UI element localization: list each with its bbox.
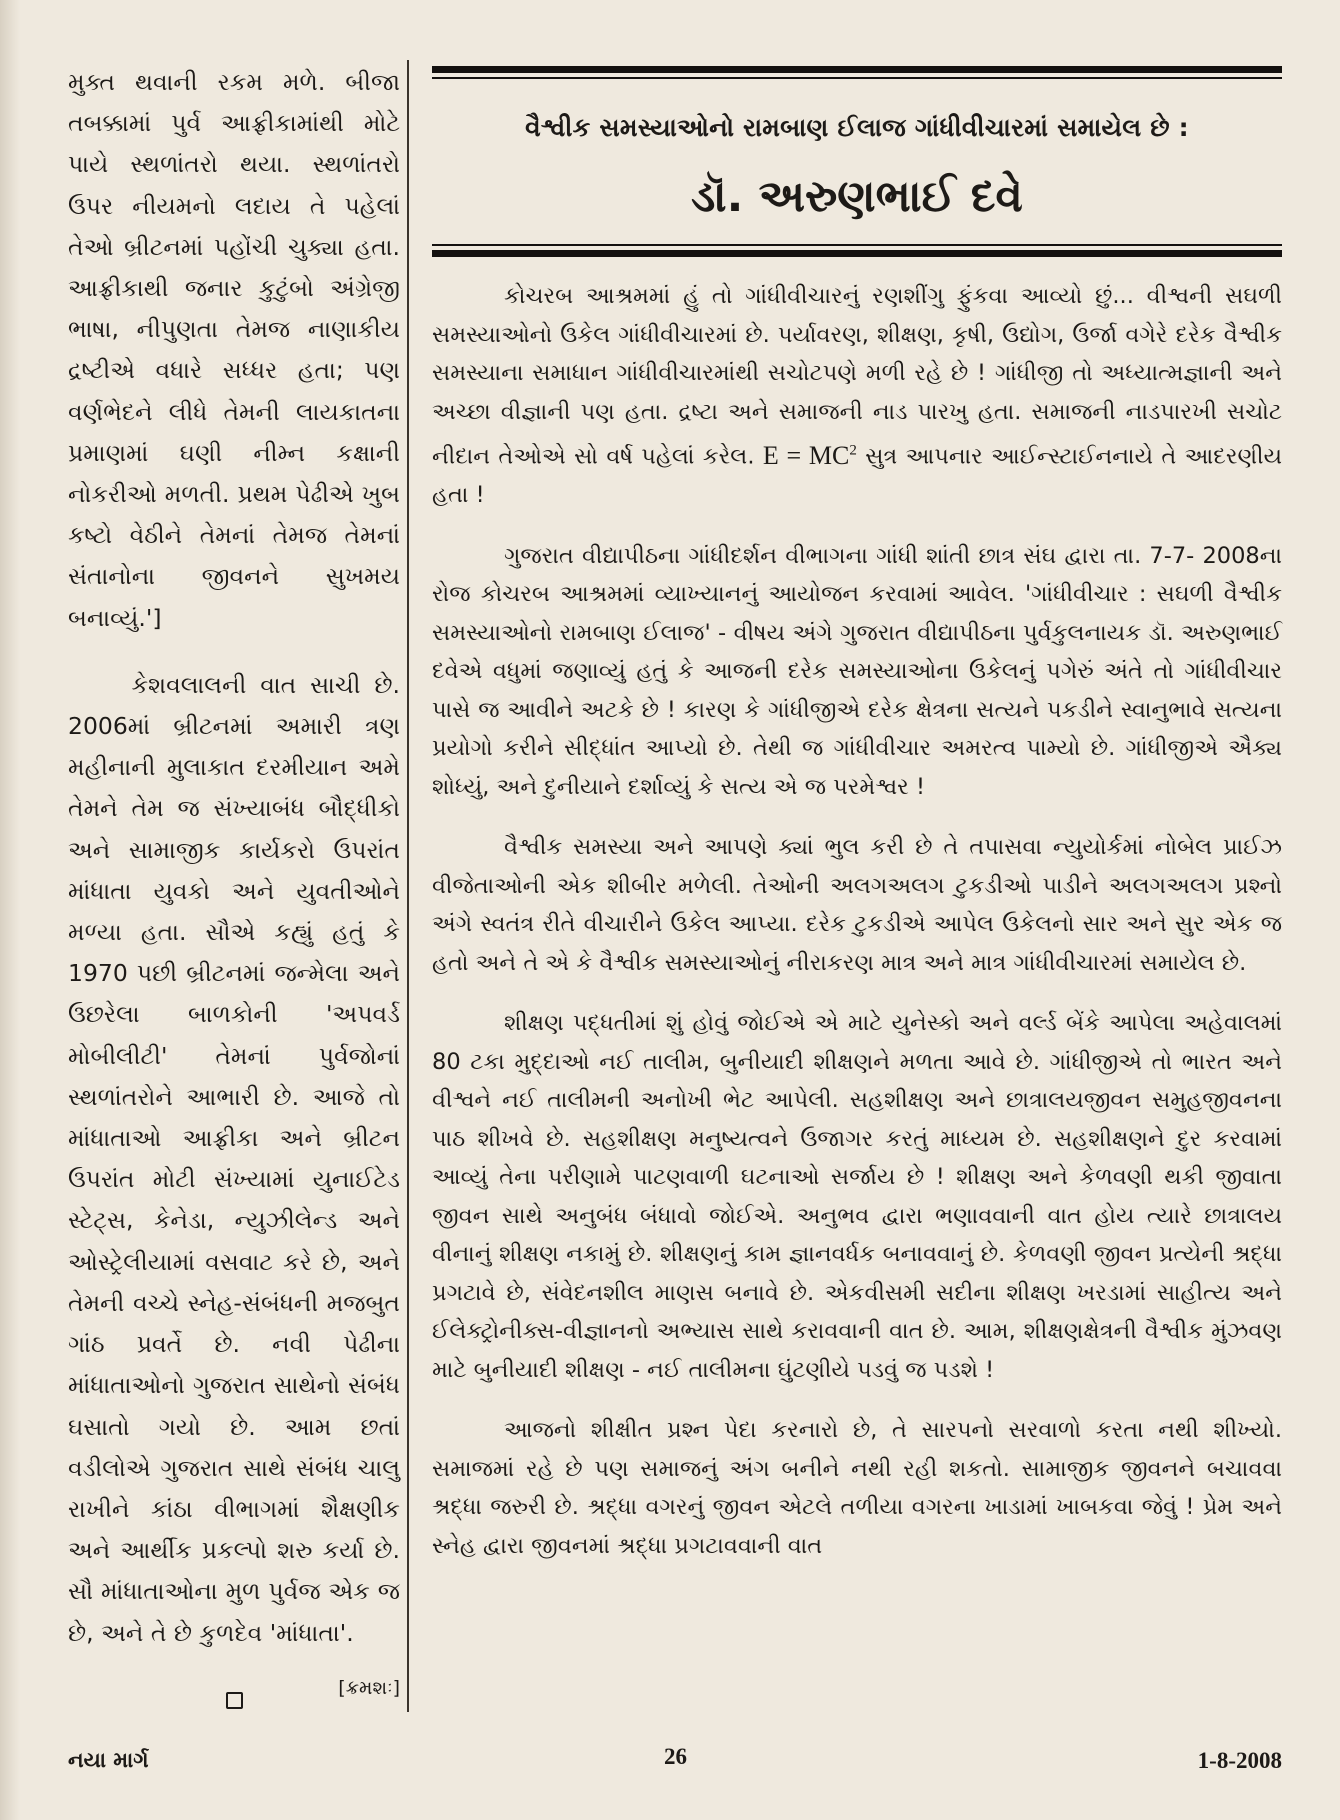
continued-marker: [ક્રમશઃ]	[338, 1676, 400, 1699]
article-paragraph-3: વૈશ્વીક સમસ્યા અને આપણે ક્યાં ભુલ કરી છે તે તપાસવા ન્યુયોર્કમાં નોબેલ પ્રાઈઝ વીજેતાઓની એક શીબીર મળેલી. તેઓની અલગઅલગ ટુકડીઓ પાડીને અલગઅલગ પ્રશ્નો અંગે સ્વતંત્ર રીતે વીચારીને ઉકેલ આપ્યા. દરેક ટુકડીએ આપેલ ઉકેલનો સાર અને સુર એક જ હતો અને તે એ કે વૈશ્વીક સમસ્યાઓનું નીરાકરણ માત્ર અને માત્ર ગાંધીવીચારમાં સમાયેલ છે.	[432, 834, 1282, 976]
issue-date: 1-8-2008	[1197, 1748, 1282, 1773]
title-rule-top	[432, 66, 1282, 79]
article-column	[432, 66, 1282, 1587]
title-rule-bottom	[432, 244, 1282, 257]
formula-base: E = MC	[762, 440, 850, 470]
magazine-name: નયા માર્ગ	[68, 1748, 149, 1772]
left-paragraph-1: મુક્ત થવાની રકમ મળે. બીજા તબક્કામાં પુર્વ આફ્રીકામાંથી મોટે પાયે સ્થળાંતરો થયા. સ્થળાંતરો ઉપર નીયમનો લદાય તે પહેલાં તેઓ બ્રીટનમાં પહોંચી ચુક્યા હતા. આફ્રીકાથી જનાર કુટુંબો અંગ્રેજી ભાષા, નીપુણતા તેમજ નાણાકીય દ્રષ્ટીએ વધારે સધ્ધર હતા; પણ વર્ણભેદને લીધે તેમની લાયકાતના પ્રમાણમાં ઘણી નીમ્ન કક્ષાની નોકરીઓ મળતી. પ્રથમ પેઢીએ ખુબ કષ્ટો વેઠીને તેમનાં તેમજ તેમનાં સંતાનોના જીવનને સુખમય બનાવ્યું.']	[68, 68, 400, 632]
article-title: વૈશ્વીક સમસ્યાઓનો રામબાણ ઈલાજ ગાંધીવીચારમાં સમાયેલ છે :	[525, 113, 1189, 142]
paragraph-1-tail: સુત્ર આપનાર આઈન્સ્ટાઈનનાયે તે આદરણીય હતા !	[432, 443, 1282, 509]
article-author: ડૉ. અરુણભાઈ દવે	[691, 171, 1023, 222]
page-footer	[68, 1740, 1282, 1790]
left-paragraph-2: કેશવલાલની વાત સાચી છે. 2006માં બ્રીટનમાં અમારી ત્રણ મહીનાની મુલાકાત દરમીયાન અમે તેમને તેમ જ સંખ્યાબંધ બૌદ્ધીકો અને સામાજીક કાર્યકરો ઉપરાંત માંધાતા યુવકો અને યુવતીઓને મળ્યા હતા. સૌએ કહ્યું હતું કે 1970 પછી બ્રીટનમાં જન્મેલા અને ઉછરેલા બાળકોની 'અપવર્ડ મોબીલીટી' તેમનાં પુર્વજોનાં સ્થળાંતરોને આભારી છે. આજે તો માંધાતાઓ આફ્રીકા અને બ્રીટન ઉપરાંત મોટી સંખ્યામાં યુનાઈટેડ સ્ટેટ્સ, કેનેડા, ન્યુઝીલેન્ડ અને ઓસ્ટ્રેલીયામાં વસવાટ કરે છે, અને તેમની વચ્ચે સ્નેહ-સંબંધની મજબુત ગાંઠ પ્રવર્તે છે. નવી પેઢીના માંધાતાઓનો ગુજરાત સાથેનો સંબંધ ઘસાતો ગયો છે. આમ છતાં વડીલોએ ગુજરાત સાથે સંબંધ ચાલુ રાખીને કાંઠા વીભાગમાં શૈક્ષણીક અને આર્થીક પ્રકલ્પો શરુ કર્યા છે. સૌ માંધાતાઓના મુળ પુર્વજ એક જ છે, અને તે છે કુળદેવ 'માંધાતા'.	[68, 670, 400, 1647]
page-number: 26	[664, 1744, 687, 1769]
article-paragraph-1	[432, 277, 1282, 515]
article-paragraph-2: ગુજરાત વીદ્યાપીઠના ગાંધીદર્શન વીભાગના ગાંધી શાંતી છાત્ર સંઘ દ્વારા તા. 7-7- 2008ના રોજ કોચરબ આશ્રમમાં વ્યાખ્યાનનું આયોજન કરવામાં આવેલ. 'ગાંધીવીચાર : સઘળી વૈશ્વીક સમસ્યાઓનો રામબાણ ઈલાજ' - વીષય અંગે ગુજરાત વીદ્યાપીઠના પુર્વકુલનાયક ડૉ. અરુણભાઈ દવેએ વધુમાં જણાવ્યું હતું કે આજની દરેક સમસ્યાઓના ઉકેલનું પગેરું અંતે તો ગાંધીવીચાર પાસે જ આવીને અટકે છે ! કારણ કે ગાંધીજીએ દરેક ક્ષેત્રના સત્યને પકડીને સ્વાનુભાવે સત્યના પ્રયોગો કરીને સીદ્ધાંત આપ્યો છે. તેથી જ ગાંધીવીચાર અમરત્વ પામ્યો છે. ગાંધીજીએ ઐક્ય શોધ્યું, અને દુનીયાને દર્શાવ્યું કે સત્ય એ જ પરમેશ્વર !	[432, 542, 1282, 800]
article-body	[432, 277, 1282, 1565]
article-paragraph-5: આજનો શીક્ષીત પ્રશ્ન પેદા કરનારો છે, તે સારપનો સરવાળો કરતા નથી શીખ્યો. સમાજમાં રહે છે પણ સમાજનું અંગ બનીને નથી રહી શકતો. સામાજીક જીવનને બચાવવા શ્રદ્ધા જરુરી છે. શ્રદ્ધા વગરનું જીવન એટલે તળીયા વગરના ખાડામાં ખાબકવા જેવું ! પ્રેમ અને સ્નેહ દ્વારા જીવનમાં શ્રદ્ધા પ્રગટાવવાની વાત	[432, 1417, 1282, 1559]
einstein-formula	[763, 441, 857, 470]
paragraph-1-text: કોચરબ આશ્રમમાં હું તો ગાંધીવીચારનું રણશીંગુ ફુંકવા આવ્યો છું... વીશ્વની સઘળી સમસ્યાઓનો ઉકેલ ગાંધીવીચારમાં છે. પર્યાવરણ, શીક્ષણ, કૃષી, ઉદ્યોગ, ઉર્જા વગેરે દરેક વૈશ્વીક સમસ્યાના સમાધાન ગાંધીવીચારમાંથી સચોટપણે મળી રહે છે ! ગાંધીજી તો અધ્યાત્મજ્ઞાની અને અચ્છા વીજ્ઞાની પણ હતા. દ્રષ્ટા અને સમાજની નાડ પારખુ હતા. સમાજની નાડપારખી સચોટ નીદાન તેઓએ સો વર્ષ પહેલાં કરેલ.	[432, 283, 1282, 470]
formula-exponent: 2	[849, 442, 857, 458]
column-divider	[407, 60, 409, 1712]
article-paragraph-4: શીક્ષણ પદ્ધતીમાં શું હોવું જોઈએ એ માટે યુનેસ્કો અને વર્લ્ડ બેંકે આપેલા અહેવાલમાં 80 ટકા મુદ્દાઓ નઈ તાલીમ, બુનીયાદી શીક્ષણને મળતા આવે છે. ગાંધીજીએ તો ભારત અને વીશ્વને નઈ તાલીમની અનોખી ભેટ આપેલી. સહશીક્ષણ અને છાત્રાલયજીવન સમુહજીવનના પાઠ શીખવે છે. સહશીક્ષણ મનુષ્યત્વને ઉજાગર કરતું માધ્યમ છે. સહશીક્ષણને દુર કરવામાં આવ્યું તેના પરીણામે પાટણવાળી ઘટનાઓ સર્જાય છે ! શીક્ષણ અને કેળવણી થકી જીવાતા જીવન સાથે અનુબંધ બંધાવો જોઈએ. અનુભવ દ્વારા ભણાવવાની વાત હોય ત્યારે છાત્રાલય વીનાનું શીક્ષણ નકામું છે. શીક્ષણનું કામ જ્ઞાનવર્ધક બનાવવાનું છે. કેળવણી જીવન પ્રત્યેની શ્રદ્ધા પ્રગટાવે છે, સંવેદનશીલ માણસ બનાવે છે. એકવીસમી સદીના શીક્ષણ ખરડામાં સાહીત્ય અને ઈલેક્ટ્રોનીક્સ-વીજ્ઞાનનો અભ્યાસ સાથે કરાવવાની વાત છે. આમ, શીક્ષણક્ષેત્રની વૈશ્વીક મુંઝવણ માટે બુનીયાદી શીક્ષણ - નઈ તાલીમના ઘુંટણીયે પડવું જ પડશે !	[432, 1010, 1282, 1383]
left-column	[68, 62, 400, 1702]
end-of-section-box-icon	[226, 1692, 243, 1709]
